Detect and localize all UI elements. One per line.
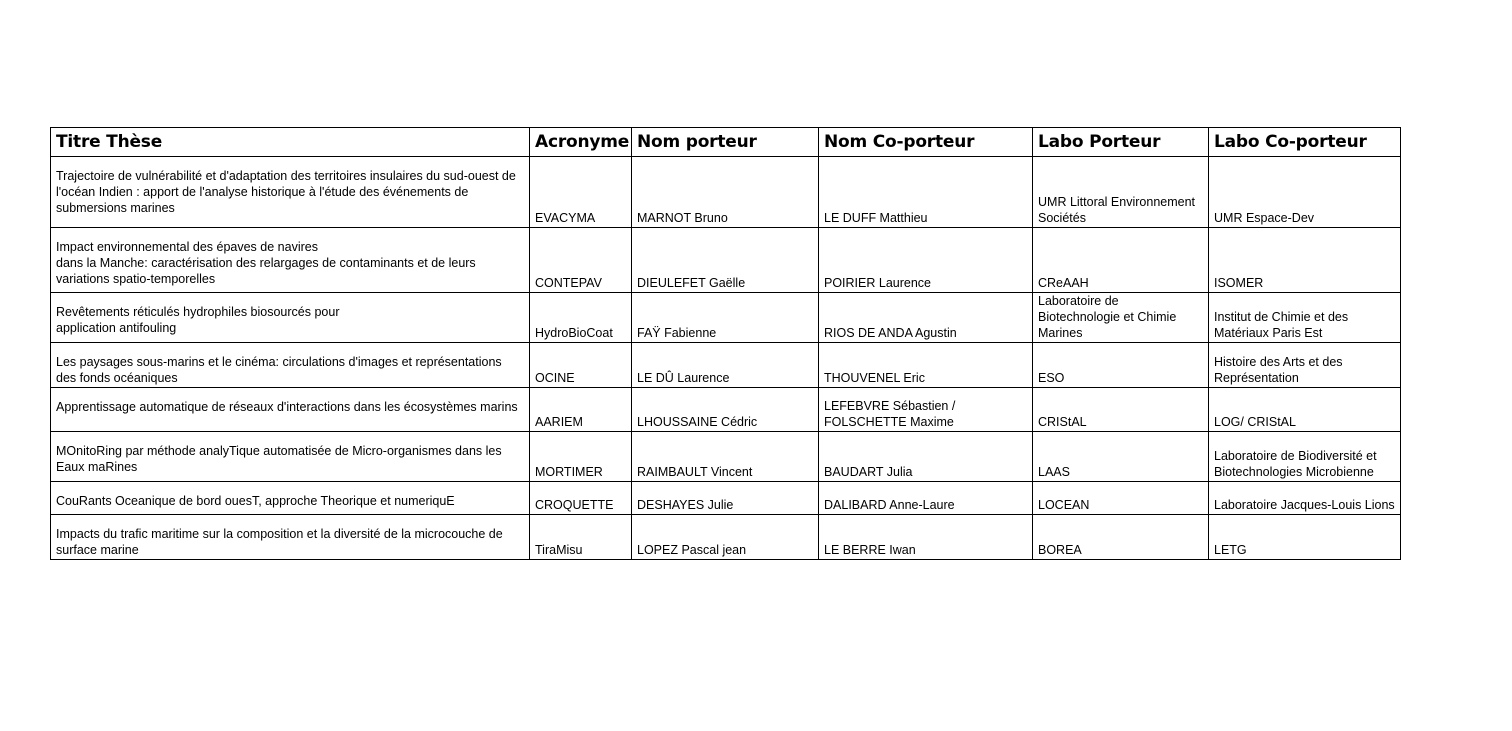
thesis-table (50, 127, 1401, 560)
cell-labo-coporteur: Histoire des Arts et des Représentation (1209, 343, 1401, 388)
cell-coporteur: POIRIER Laurence (819, 228, 1033, 293)
cell-porteur: LE DÛ Laurence (632, 343, 819, 388)
cell-acronyme: MORTIMER (530, 432, 632, 482)
cell-acronyme: CROQUETTE (530, 482, 632, 515)
table-row (51, 293, 1401, 343)
cell-title: Impact environnemental des épaves de navires dans la Manche: caractérisation des relargages de contaminants et de leurs variations spatio-temporelles (51, 228, 530, 293)
table-row (51, 432, 1401, 482)
cell-porteur: LHOUSSAINE Cédric (632, 388, 819, 432)
cell-coporteur: LE DUFF Matthieu (819, 157, 1033, 228)
cell-title: Trajectoire de vulnérabilité et d'adaptation des territoires insulaires du sud-ouest de l'océan Indien : apport de l'analyse historique à l'étude des événements de submersions marines (51, 157, 530, 228)
cell-labo-porteur: CRIStAL (1033, 388, 1209, 432)
cell-labo-coporteur: Laboratoire de Biodiversité et Biotechnologies Microbienne (1209, 432, 1401, 482)
header-labo-porteur: Labo Porteur (1033, 128, 1209, 157)
cell-labo-coporteur: LETG (1209, 515, 1401, 560)
table-row (51, 228, 1401, 293)
cell-title: Les paysages sous-marins et le cinéma: circulations d'images et représentations des fonds océaniques (51, 343, 530, 388)
cell-coporteur: DALIBARD Anne-Laure (819, 482, 1033, 515)
table-row (51, 343, 1401, 388)
cell-porteur: MARNOT Bruno (632, 157, 819, 228)
header-acronyme: Acronyme (530, 128, 632, 157)
cell-labo-porteur: ESO (1033, 343, 1209, 388)
cell-title: Revêtements réticulés hydrophiles biosourcés pour application antifouling (51, 293, 530, 343)
cell-coporteur: THOUVENEL Eric (819, 343, 1033, 388)
cell-acronyme: HydroBioCoat (530, 293, 632, 343)
cell-title: Impacts du trafic maritime sur la composition et la diversité de la microcouche de surface marine (51, 515, 530, 560)
cell-labo-porteur: CReAAH (1033, 228, 1209, 293)
cell-labo-porteur: Laboratoire de Biotechnologie et Chimie Marines (1033, 293, 1209, 343)
cell-labo-porteur: LOCEAN (1033, 482, 1209, 515)
cell-labo-coporteur: UMR Espace-Dev (1209, 157, 1401, 228)
cell-labo-coporteur: ISOMER (1209, 228, 1401, 293)
cell-coporteur: LEFEBVRE Sébastien / FOLSCHETTE Maxime (819, 388, 1033, 432)
cell-labo-coporteur: LOG/ CRIStAL (1209, 388, 1401, 432)
cell-coporteur: LE BERRE Iwan (819, 515, 1033, 560)
cell-acronyme: AARIEM (530, 388, 632, 432)
cell-labo-coporteur: Institut de Chimie et des Matériaux Paris Est (1209, 293, 1401, 343)
cell-labo-porteur: LAAS (1033, 432, 1209, 482)
cell-title: CouRants Oceanique de bord ouesT, approche Theorique et numeriquE (51, 482, 530, 515)
cell-acronyme: OCINE (530, 343, 632, 388)
table-row (51, 157, 1401, 228)
header-titre-these: Titre Thèse (51, 128, 530, 157)
cell-coporteur: RIOS DE ANDA Agustin (819, 293, 1033, 343)
header-nom-coporteur: Nom Co-porteur (819, 128, 1033, 157)
cell-title: Apprentissage automatique de réseaux d'interactions dans les écosystèmes marins (51, 388, 530, 432)
cell-labo-porteur: UMR Littoral Environnement Sociétés (1033, 157, 1209, 228)
table-row (51, 515, 1401, 560)
cell-coporteur: BAUDART Julia (819, 432, 1033, 482)
cell-labo-porteur: BOREA (1033, 515, 1209, 560)
cell-title: MOnitoRing par méthode analyTique automatisée de Micro-organismes dans les Eaux maRines (51, 432, 530, 482)
cell-porteur: LOPEZ Pascal jean (632, 515, 819, 560)
cell-acronyme: CONTEPAV (530, 228, 632, 293)
table-row (51, 482, 1401, 515)
cell-porteur: DESHAYES Julie (632, 482, 819, 515)
cell-acronyme: EVACYMA (530, 157, 632, 228)
cell-acronyme: TiraMisu (530, 515, 632, 560)
cell-porteur: DIEULEFET Gaëlle (632, 228, 819, 293)
cell-porteur: FAŸ Fabienne (632, 293, 819, 343)
table-header-row (51, 128, 1401, 157)
header-nom-porteur: Nom porteur (632, 128, 819, 157)
table-row (51, 388, 1401, 432)
cell-labo-coporteur: Laboratoire Jacques-Louis Lions (1209, 482, 1401, 515)
cell-porteur: RAIMBAULT Vincent (632, 432, 819, 482)
header-labo-coporteur: Labo Co-porteur (1209, 128, 1401, 157)
